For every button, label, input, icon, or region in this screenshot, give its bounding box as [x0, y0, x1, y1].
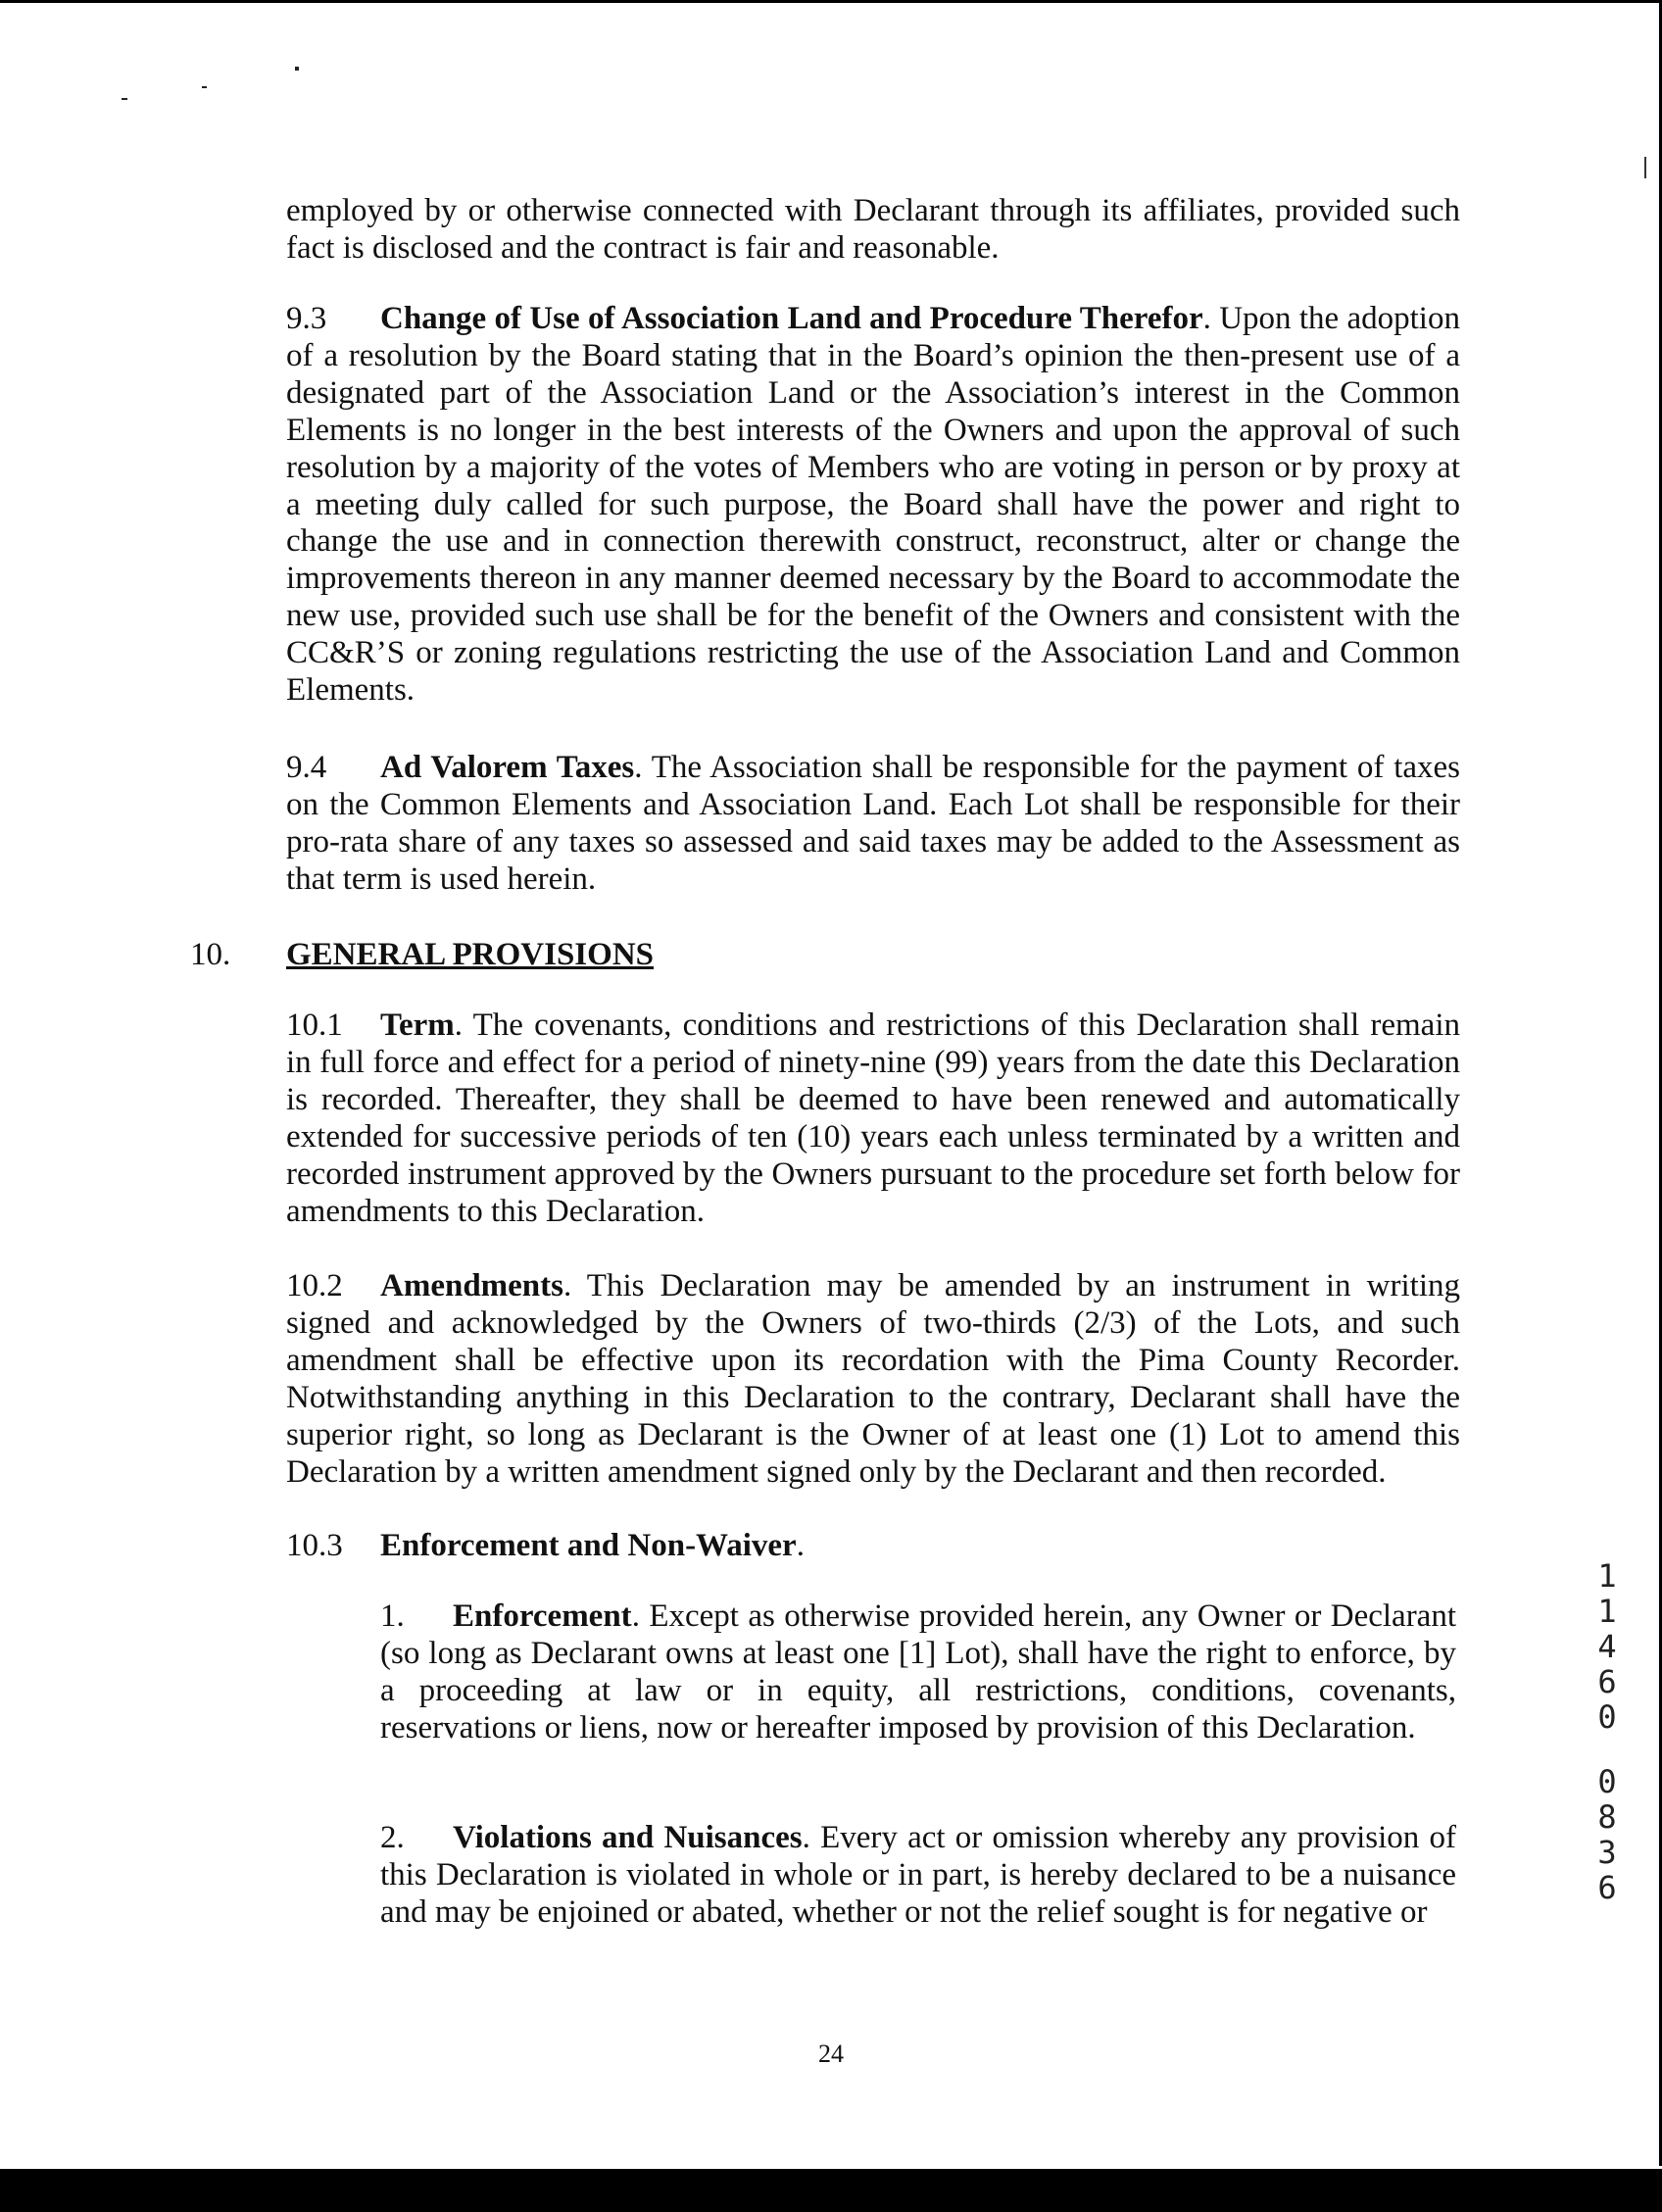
- section-title: Amendments: [380, 1268, 563, 1303]
- section-9-4: [286, 750, 1460, 899]
- intro-text: employed by or otherwise connected with Declarant through its affiliates, provided such fact is disclosed and the contract is fair and reasonable.: [286, 193, 1460, 266]
- page-number: 24: [818, 2040, 844, 2068]
- section-10-2: [286, 1268, 1460, 1491]
- section-number: 10.3: [286, 1528, 343, 1563]
- item-title: Enforcement: [453, 1598, 632, 1634]
- stamp-digit: 1: [1597, 1593, 1617, 1630]
- section-body: . This Declaration may be amended by an instrument in writing signed and acknowledged by the Owners of two-thirds (2/3) of the Lots, and such amendment shall be effective upon its recordation with the Pima County Recorder. Notwithstanding anything in this Declaration to the contrary, Declarant shall have the superior right, so long as Declarant is the Owner of at least one (1) Lot to amend this Declaration by a written amendment signed only by the Declarant and then recorded.: [286, 1268, 1460, 1490]
- stamp-digit: 0: [1597, 1698, 1617, 1736]
- section-body: . Upon the adoption of a resolution by the Board stating that in the Board’s opinion the then-present use of a designated part of the Association Land or the Association’s interest in the Common Elements is no longer in the best interests of the Owners and upon the approval of such resolution by a majority of the votes of Members who are voting in person or by proxy at a meeting duly called for such purpose, the Board shall have the power and right to change the use and in connection therewith construct, reconstruct, alter or change the improvements thereon in any manner deemed necessary by the Board to accommodate the new use, provided such use shall be for the benefit of the Owners and consistent with the CC&R’S or zoning regulations restricting the use of the Association Land and Common Elements.: [286, 301, 1460, 709]
- section-number: 10.1: [286, 1008, 343, 1043]
- section-body: . The covenants, conditions and restrictions of this Declaration shall remain in full force and effect for a period of ninety-nine (99) years from the date this Declaration is recorded. Thereafter, they shall be deemed to have been renewed and automatically extended for successive periods of ten (10) years each unless terminated by a written and recorded instrument approved by the Owners pursuant to the procedure set forth below for amendments to this Declaration.: [286, 1008, 1460, 1229]
- scan-speck: [202, 86, 207, 88]
- section-title: Ad Valorem Taxes: [380, 750, 635, 785]
- section-10-1: [286, 1008, 1460, 1230]
- scan-speck: [295, 67, 299, 71]
- recorder-stamp: [1586, 1558, 1629, 1905]
- stamp-digit: 6: [1597, 1869, 1617, 1906]
- stamp-gap: [1586, 1735, 1629, 1764]
- section-number: 9.4: [286, 750, 327, 785]
- section-10-3-heading: [286, 1527, 805, 1564]
- section-number: 10.: [190, 937, 231, 972]
- stamp-digit: 1: [1597, 1557, 1617, 1595]
- item-2-violations: [380, 1820, 1456, 1932]
- section-title: GENERAL PROVISIONS: [286, 937, 655, 972]
- scan-top-edge: [0, 0, 1662, 3]
- intro-paragraph: [286, 193, 1460, 268]
- stamp-digit: 3: [1597, 1834, 1617, 1871]
- item-body: . Except as otherwise provided herein, any Owner or Declarant (so long as Declarant owns at least one [1] Lot), shall have the right to enforce, by a proceeding at law or in equity, all restrictions, conditions, covenants, reservations or liens, now or hereafter imposed by provision of this Declaration.: [380, 1598, 1456, 1745]
- stamp-digit: 0: [1597, 1763, 1617, 1800]
- section-body: . The Association shall be responsible for the payment of taxes on the Common Elements and Association Land. Each Lot shall be responsible for their pro-rata share of any taxes so assessed and said taxes may be added to the Assessment as that term is used herein.: [286, 750, 1460, 897]
- stamp-digit: 4: [1597, 1628, 1617, 1665]
- scan-speck: [122, 98, 127, 100]
- item-body: . Every act or omission whereby any provision of this Declaration is violated in whole or in part, is hereby declared to be a nuisance and may be enjoined or abated, whether or not the relief sought is for negative or: [380, 1820, 1457, 1930]
- section-title: Term: [380, 1008, 455, 1043]
- item-1-enforcement: [380, 1598, 1456, 1747]
- scan-tick-mark: [1644, 157, 1646, 178]
- scan-bottom-band: [0, 2169, 1662, 2212]
- stamp-digit: 8: [1597, 1798, 1617, 1836]
- section-number: 10.2: [286, 1268, 343, 1303]
- item-number: 2.: [380, 1820, 405, 1855]
- section-title: Enforcement and Non-Waiver: [380, 1528, 797, 1563]
- section-10-heading: [190, 936, 778, 975]
- section-title-suffix: .: [796, 1528, 805, 1563]
- section-number: 9.3: [286, 301, 327, 336]
- item-number: 1.: [380, 1598, 405, 1634]
- item-title: Violations and Nuisances: [453, 1820, 803, 1855]
- section-title: Change of Use of Association Land and Procedure Therefor: [380, 301, 1203, 336]
- section-9-3: [286, 301, 1460, 710]
- stamp-digit: 6: [1597, 1663, 1617, 1700]
